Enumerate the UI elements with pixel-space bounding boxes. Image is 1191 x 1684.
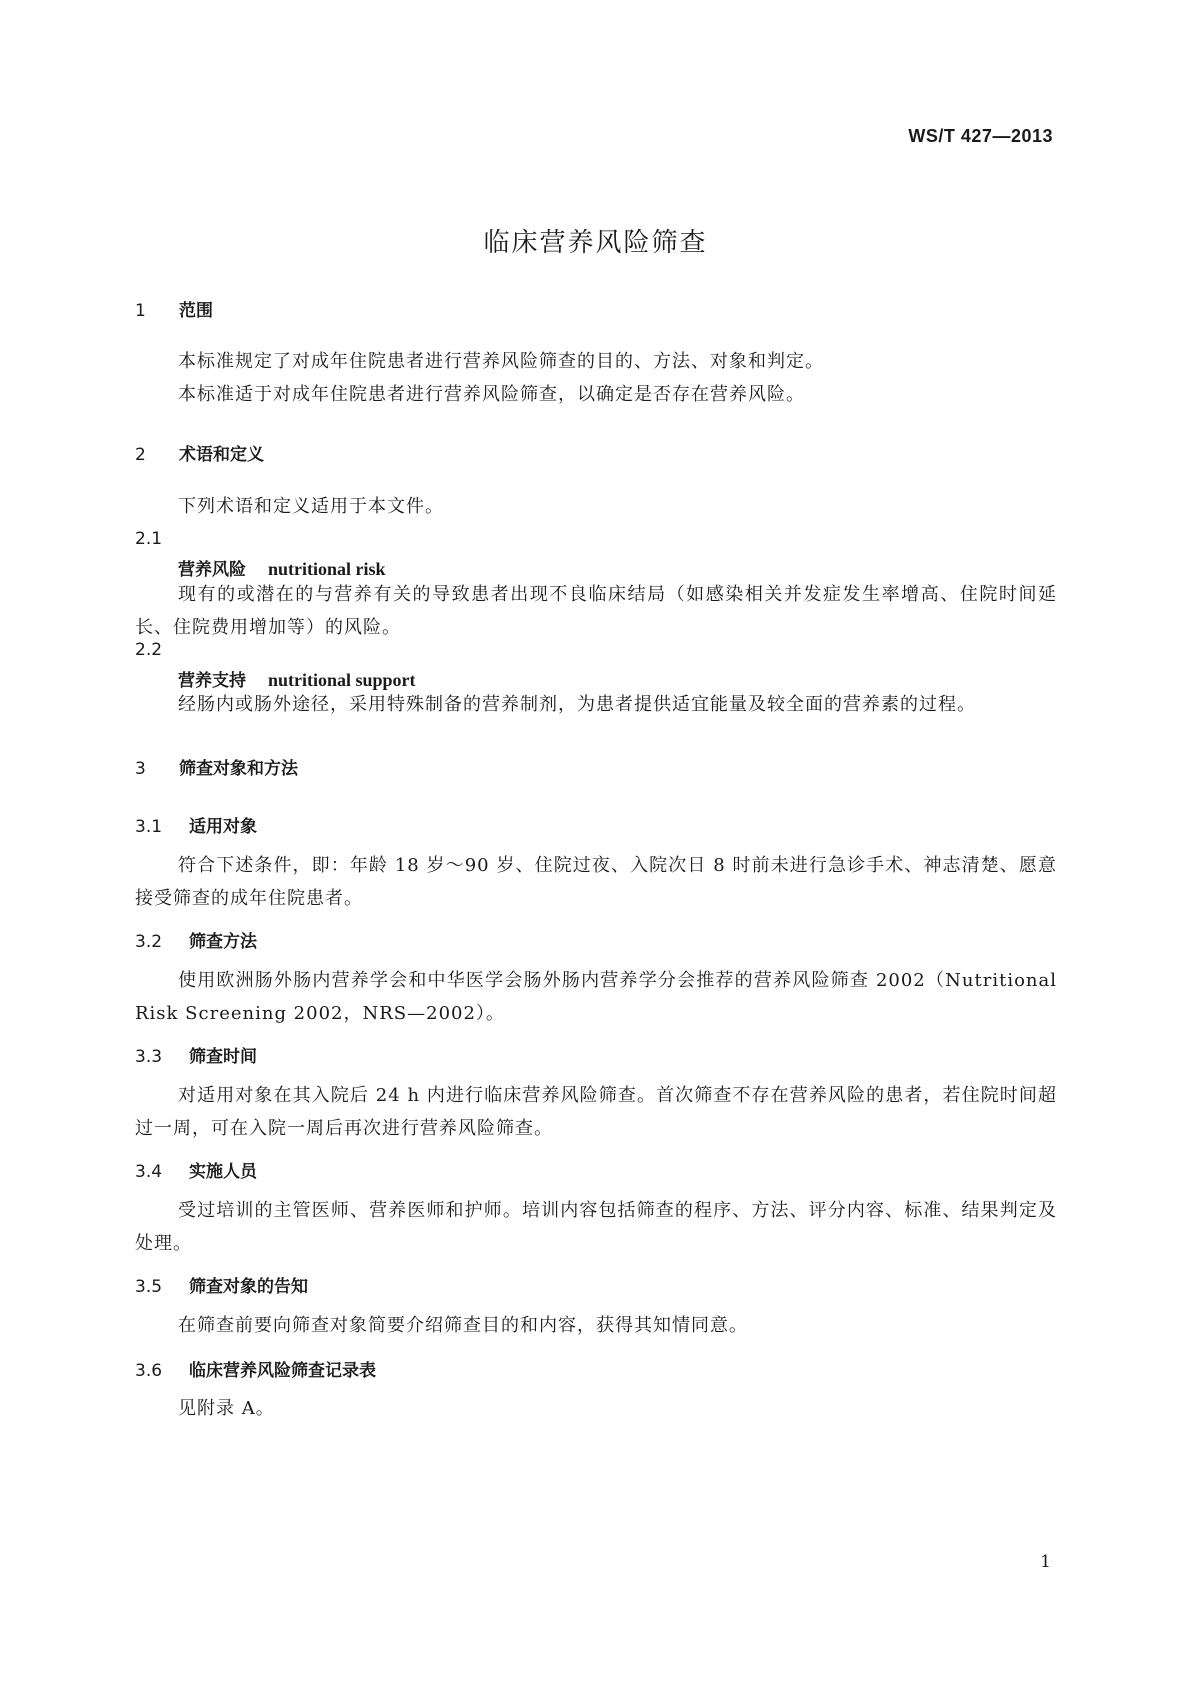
subsection-number: 3.4 <box>135 1162 163 1182</box>
paragraph: 见附录 A。 <box>178 1398 275 1419</box>
term-entry <box>178 555 386 580</box>
section-title: 筛查对象和方法 <box>179 759 298 779</box>
paragraph: 符合下述条件，即：年龄 18 岁～90 岁、住院过夜、入院次日 8 时前未进行急诊手术、神志清楚、愿意接受筛查的成年住院患者。 <box>135 855 1057 909</box>
subsection-heading <box>135 1157 257 1182</box>
subsection-title: 实施人员 <box>189 1162 257 1182</box>
subsection-number: 3.2 <box>135 932 163 952</box>
paragraph: 对适用对象在其入院后 24 h 内进行临床营养风险筛查。首次筛查不存在营养风险的患者，若住院时间超过一周，可在入院一周后再次进行营养风险筛查。 <box>135 1085 1057 1139</box>
term-number: 2.1 <box>135 529 163 549</box>
section-number: 3 <box>135 759 146 779</box>
paragraph: 本标准适于对成年住院患者进行营养风险筛查，以确定是否存在营养风险。 <box>178 384 805 405</box>
term-definition: 经肠内或肠外途径，采用特殊制备的营养制剂，为患者提供适宜能量及较全面的营养素的过程。 <box>178 694 976 715</box>
section-1-heading <box>135 296 213 321</box>
paragraph: 受过培训的主管医师、营养医师和护师。培训内容包括筛查的程序、方法、评分内容、标准、结果判定及处理。 <box>135 1200 1057 1254</box>
subsection-number: 3.1 <box>135 817 163 837</box>
subsection-title: 筛查对象的告知 <box>189 1277 308 1297</box>
standard-code: WS/T 427—2013 <box>908 126 1053 146</box>
paragraph: 在筛查前要向筛查对象简要介绍筛查目的和内容，获得其知情同意。 <box>178 1315 748 1336</box>
term-definition: 现有的或潜在的与营养有关的导致患者出现不良临床结局（如感染相关并发症发生率增高、住院时间延长、住院费用增加等）的风险。 <box>135 584 1057 638</box>
paragraph: 本标准规定了对成年住院患者进行营养风险筛查的目的、方法、对象和判定。 <box>178 351 824 372</box>
subsection-heading <box>135 927 257 952</box>
section-title: 范围 <box>179 301 213 321</box>
term-number: 2.2 <box>135 640 163 660</box>
paragraph: 使用欧洲肠外肠内营养学会和中华医学会肠外肠内营养学分会推荐的营养风险筛查 2002（Nutritional Risk Screening 2002，NRS—2002）。 <box>135 970 1057 1024</box>
page-number: 1 <box>1040 1552 1051 1572</box>
subsection-title: 筛查时间 <box>189 1047 257 1067</box>
subsection-title: 适用对象 <box>189 817 257 837</box>
paragraph: 下列术语和定义适用于本文件。 <box>178 496 444 517</box>
subsection-number: 3.5 <box>135 1277 163 1297</box>
section-number: 1 <box>135 301 146 321</box>
subsection-title: 临床营养风险筛查记录表 <box>189 1361 376 1381</box>
section-title: 术语和定义 <box>179 445 264 465</box>
term-chinese: 营养风险 <box>178 560 246 580</box>
section-2-heading <box>135 440 264 465</box>
document-title: 临床营养风险筛查 <box>483 228 708 258</box>
section-3-heading <box>135 754 298 779</box>
subsection-heading <box>135 1356 376 1381</box>
subsection-number: 3.3 <box>135 1047 163 1067</box>
term-chinese: 营养支持 <box>178 671 246 691</box>
subsection-number: 3.6 <box>135 1361 163 1381</box>
term-english: nutritional support <box>268 670 416 690</box>
subsection-title: 筛查方法 <box>189 932 257 952</box>
subsection-heading <box>135 812 257 837</box>
section-number: 2 <box>135 445 146 465</box>
subsection-heading <box>135 1272 308 1297</box>
subsection-heading <box>135 1042 257 1067</box>
term-english: nutritional risk <box>268 559 386 579</box>
